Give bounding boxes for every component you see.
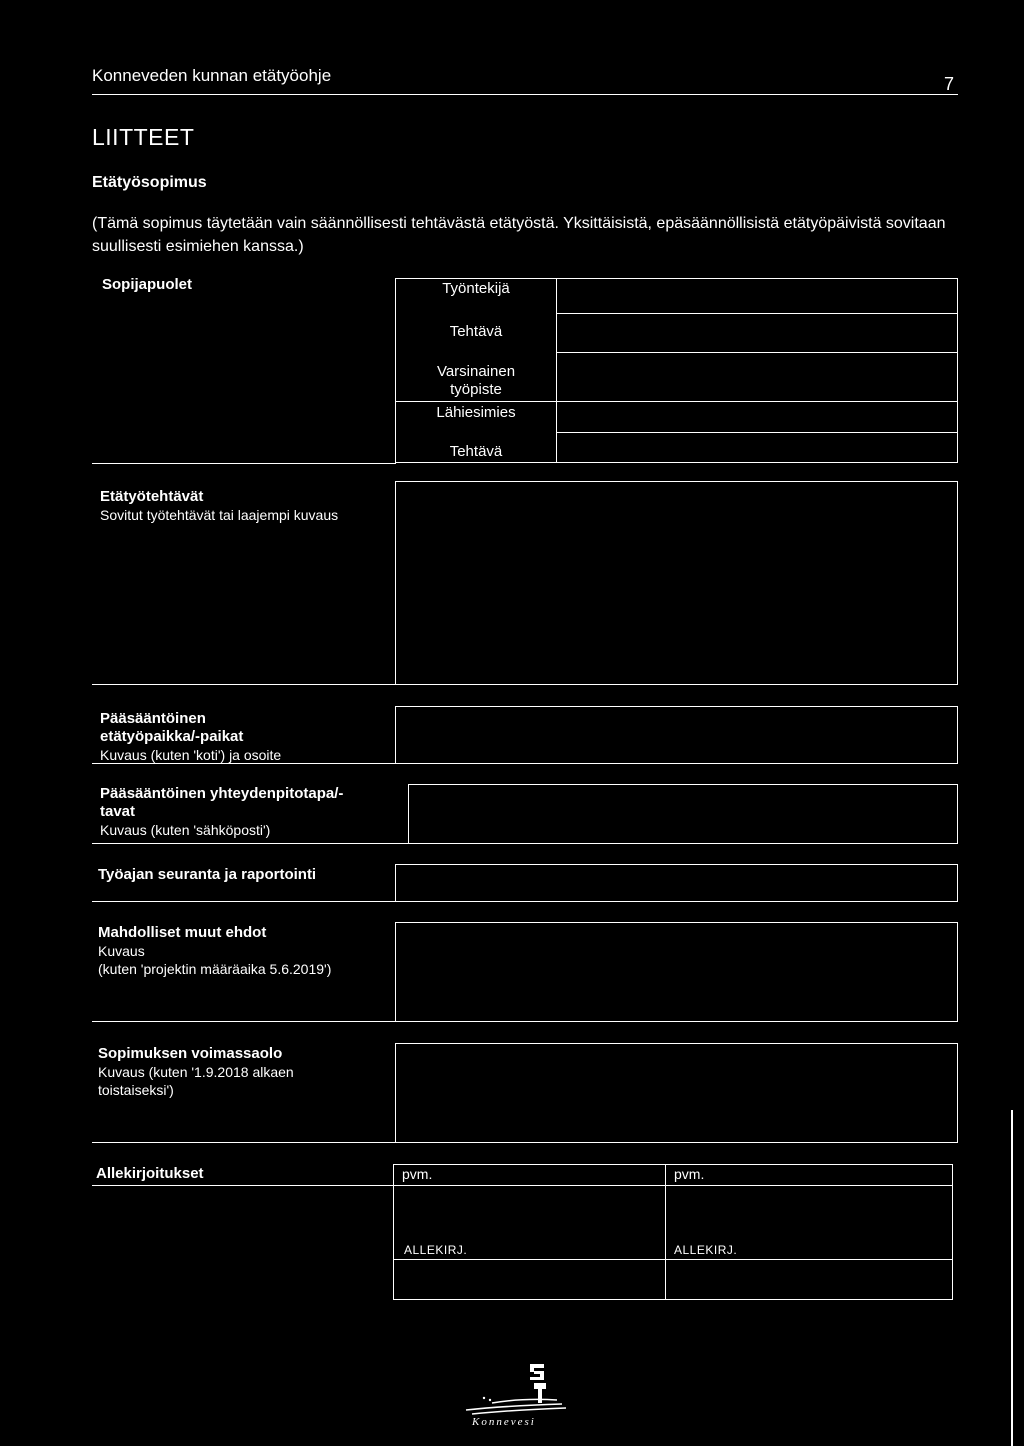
employee-field[interactable] [558, 280, 957, 312]
document-header-title: Konneveden kunnan etätyöohje [92, 66, 332, 85]
parties-row-line [396, 401, 958, 402]
header-divider [92, 94, 958, 95]
other-bottom-rule [92, 1021, 396, 1022]
konnevesi-logo-icon [462, 1358, 572, 1422]
contact-field[interactable] [408, 784, 958, 844]
date-label-left: pvm. [402, 1166, 433, 1182]
supervisor-field[interactable] [558, 403, 957, 431]
parties-row-line [556, 432, 958, 433]
signatures-title-rule [92, 1185, 394, 1186]
contact-bottom-rule [92, 843, 409, 844]
signature-field-left[interactable] [396, 1261, 664, 1297]
signature-field-right[interactable] [667, 1261, 951, 1297]
parties-row-line [556, 313, 958, 314]
intro-paragraph: (Tämä sopimus täytetään vain säännöllisesti tehtävästä etätyöstä. Yksittäisistä, epäsäännöllisistä etätyöpäivistä sovitaan suullisesti esimiehen kanssa.) [92, 215, 946, 255]
supervisor-task-label: Tehtävä [449, 443, 503, 460]
tasks-bottom-rule [92, 684, 396, 685]
date-label-right: pvm. [674, 1166, 705, 1182]
parties-bottom-rule [92, 463, 396, 464]
signatures-table [393, 1164, 953, 1300]
tracking-field[interactable] [395, 864, 958, 902]
supervisor-task-field[interactable] [558, 434, 957, 461]
konnevesi-logo [462, 1358, 572, 1438]
tracking-section-label: Työajan seuranta ja raportointi [98, 866, 317, 883]
place-bottom-rule [92, 763, 396, 764]
employee-label: Työntekijä [442, 280, 510, 297]
parties-label-divider [556, 279, 557, 462]
tasks-field[interactable] [395, 481, 958, 685]
parties-title: Sopijapuolet [102, 276, 192, 293]
employee-task-field[interactable] [558, 315, 957, 351]
tracking-bottom-rule [92, 901, 396, 902]
other-field[interactable] [395, 922, 958, 1022]
place-field[interactable] [395, 706, 958, 764]
scan-edge-mark [1011, 1110, 1013, 1446]
contact-section-label: Pääsääntöinen yhteydenpitotapa/- tavat Kuvaus (kuten 'sähköposti') [100, 785, 344, 838]
page-heading: LIITTEET [92, 124, 195, 150]
sign-label-left: ALLEKIRJ. [404, 1243, 468, 1257]
signatures-sign-rule [394, 1259, 952, 1260]
parties-table [395, 278, 958, 463]
logo-text: Konnevesi [472, 1416, 536, 1428]
tasks-section-label: Etätyötehtävät Sovitut työtehtävät tai laajempi kuvaus [100, 488, 339, 523]
other-section-label: Mahdolliset muut ehdot Kuvaus (kuten 'projektin määräaika 5.6.2019') [98, 924, 332, 977]
signatures-date-rule [394, 1185, 952, 1186]
parties-row-line [556, 352, 958, 353]
employee-task-label: Tehtävä [449, 323, 503, 340]
supervisor-label: Lähiesimies [436, 404, 516, 421]
workplace-field[interactable] [558, 354, 957, 400]
signatures-title: Allekirjoitukset [96, 1165, 204, 1182]
page-number: 7 [944, 74, 955, 94]
place-section-label: Pääsääntöinen etätyöpaikka/-paikat Kuvaus (kuten 'koti') ja osoite [100, 710, 282, 763]
validity-bottom-rule [92, 1142, 396, 1143]
sign-label-right: ALLEKIRJ. [674, 1243, 738, 1257]
page-subheading: Etätyösopimus [92, 174, 207, 191]
validity-field[interactable] [395, 1043, 958, 1143]
workplace-label: Varsinainen työpiste [436, 363, 516, 398]
validity-section-label: Sopimuksen voimassaolo Kuvaus (kuten '1.9.2018 alkaen toistaiseksi') [98, 1045, 294, 1098]
